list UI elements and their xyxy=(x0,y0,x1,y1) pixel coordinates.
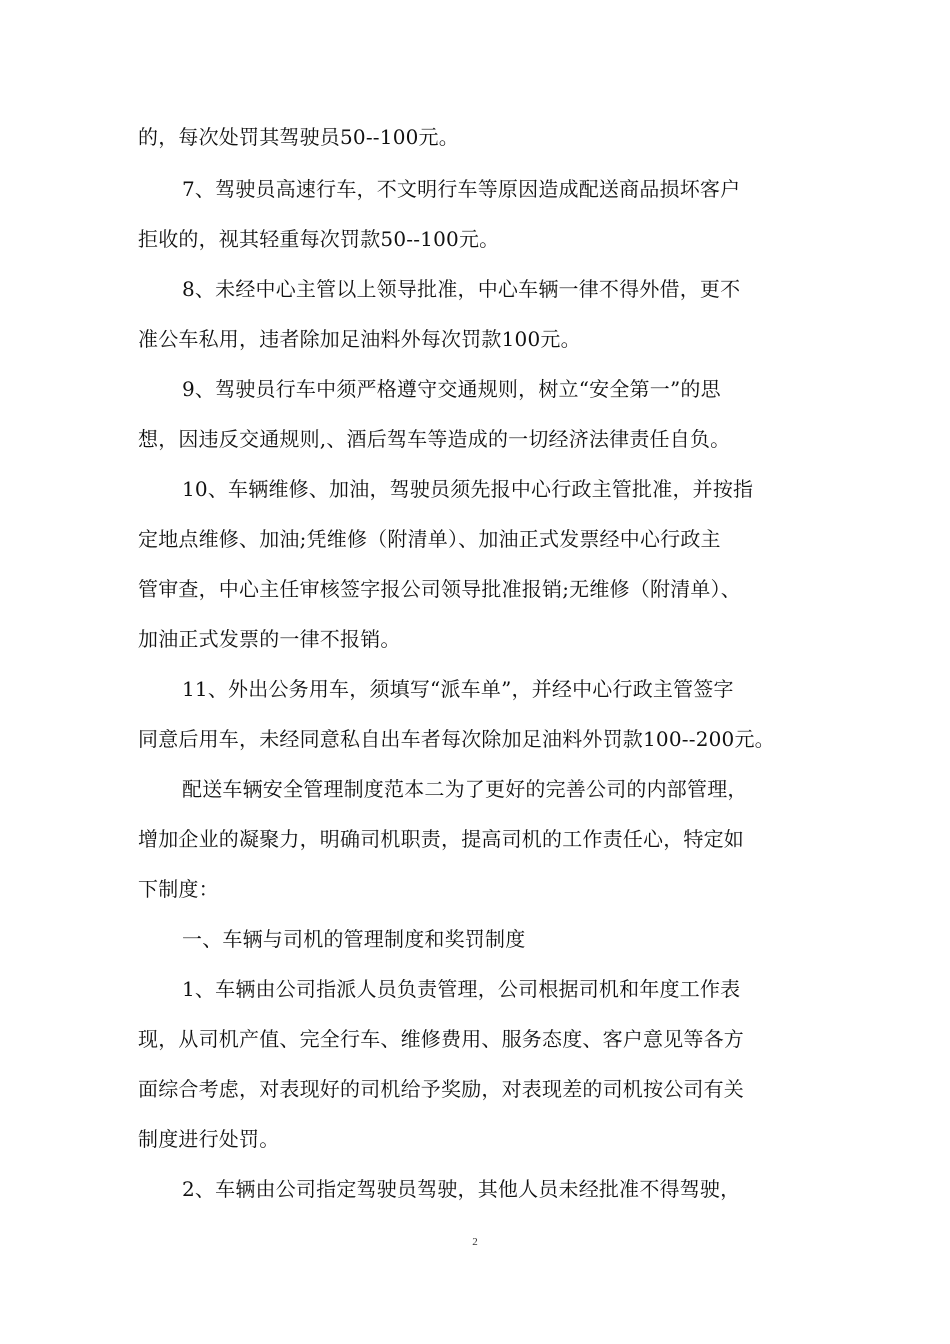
page-number: 2 xyxy=(472,1236,478,1248)
text-line: 11、外出公务用车，须填写“派车单”，并经中心行政主管签字 xyxy=(182,677,734,701)
text-line: 面综合考虑，对表现好的司机给予奖励，对表现差的司机按公司有关 xyxy=(138,1077,744,1101)
text-line: 1、车辆由公司指派人员负责管理，公司根据司机和年度工作表 xyxy=(182,977,741,1001)
text-line: 增加企业的凝聚力，明确司机职责，提高司机的工作责任心，特定如 xyxy=(138,827,744,851)
text-line: 7、驾驶员高速行车，不文明行车等原因造成配送商品损坏客户 xyxy=(182,177,741,201)
text-line: 想，因违反交通规则,、酒后驾车等造成的一切经济法律责任自负。 xyxy=(138,427,731,451)
text-line: 的，每次处罚其驾驶员50--100元。 xyxy=(138,125,459,149)
text-line: 现，从司机产值、完全行车、维修费用、服务态度、客户意见等各方 xyxy=(138,1027,744,1051)
text-line: 下制度： xyxy=(138,877,219,901)
text-line: 定地点维修、加油;凭维修（附清单）、加油正式发票经中心行政主 xyxy=(138,527,721,551)
text-line: 管审查，中心主任审核签字报公司领导批准报销;无维修（附清单）、 xyxy=(138,577,741,601)
text-line: 制度进行处罚。 xyxy=(138,1127,280,1151)
text-line: 9、驾驶员行车中须严格遵守交通规则，树立“安全第一”的思 xyxy=(182,377,721,401)
text-line: 同意后用车，未经同意私自出车者每次除加足油料外罚款100--200元。 xyxy=(138,727,775,751)
text-line: 准公车私用，违者除加足油料外每次罚款100元。 xyxy=(138,327,581,351)
text-line: 配送车辆安全管理制度范本二为了更好的完善公司的内部管理， xyxy=(182,777,748,801)
text-line: 加油正式发票的一律不报销。 xyxy=(138,627,401,651)
text-line: 2、车辆由公司指定驾驶员驾驶，其他人员未经批准不得驾驶， xyxy=(182,1177,741,1201)
text-line: 10、车辆维修、加油，驾驶员须先报中心行政主管批准，并按指 xyxy=(182,477,754,501)
section-heading: 一、车辆与司机的管理制度和奖罚制度 xyxy=(182,927,526,951)
text-line: 拒收的，视其轻重每次罚款50--100元。 xyxy=(138,227,500,251)
text-line: 8、未经中心主管以上领导批准，中心车辆一律不得外借，更不 xyxy=(182,277,741,301)
